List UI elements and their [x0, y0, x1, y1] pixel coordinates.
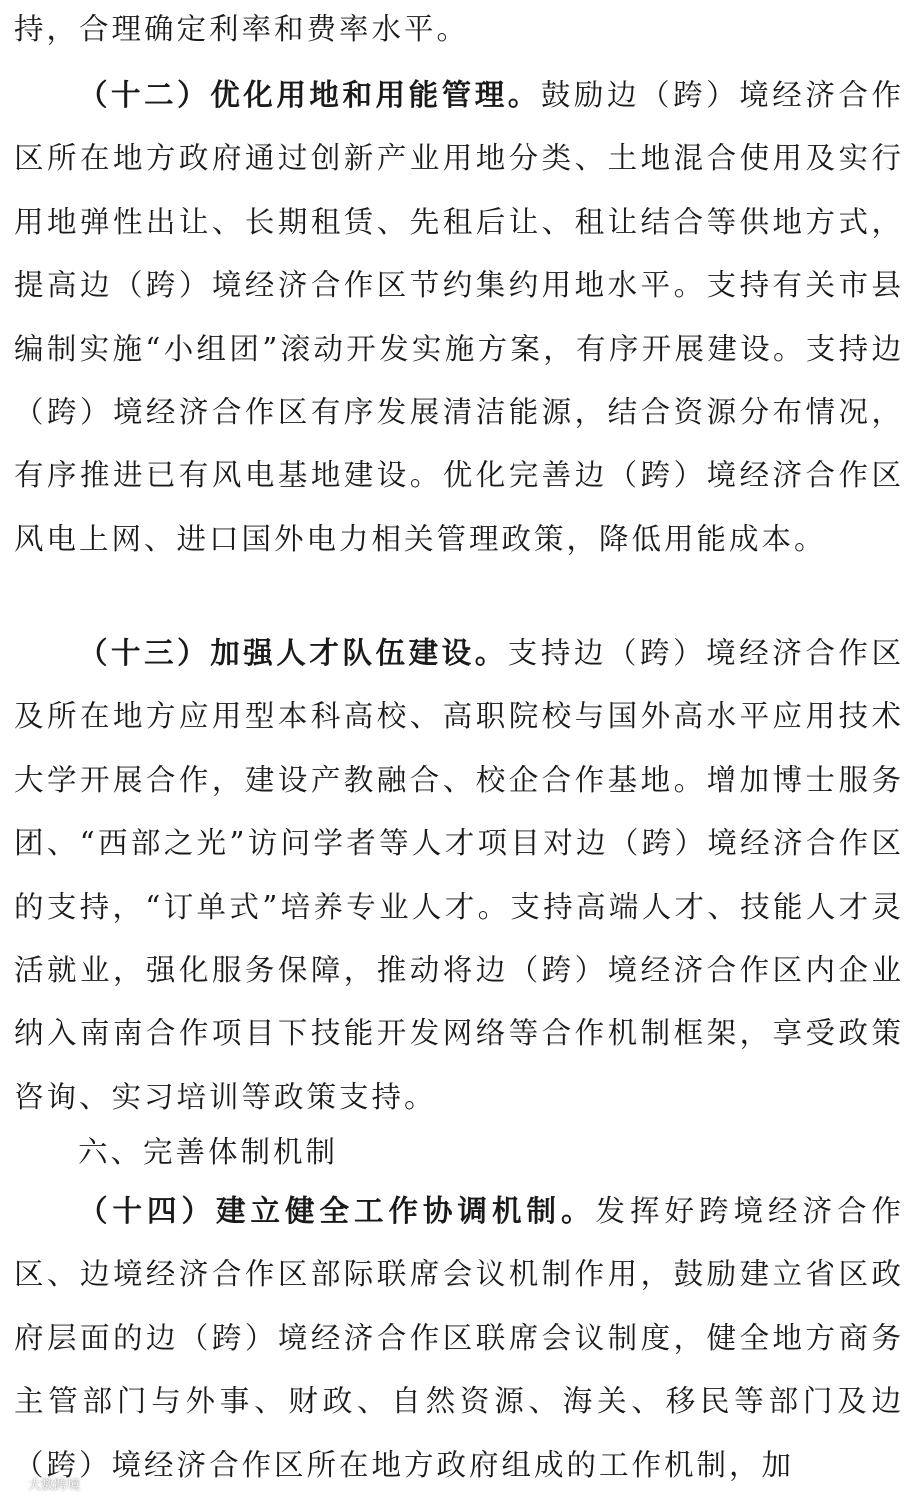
paragraph-lead: （十四）建立健全工作协调机制。: [78, 1194, 596, 1228]
paragraph-text: 持，合理确定利率和费率水平。: [14, 12, 470, 46]
paragraph-talent: [14, 622, 904, 1129]
paragraph-text: 鼓励边（跨）境经济合作区所在地方政府通过创新产业用地分类、土地混合使用及实行用地弹性出让、长期租赁、先租后让、租让结合等供地方式，提高边（跨）境经济合作区节约集约用地水平。支持有关市县编制实施“小组团”滚动开发实施方案，有序开展建设。支持边（跨）境经济合作区有序发展清洁能源，结合资源分布情况，有序推进已有风电基地建设。优化完善边（跨）境经济合作区风电上网、进口国外电力相关管理政策，降低用能成本。: [14, 78, 904, 556]
paragraph-continuation: [14, 0, 904, 61]
watermark: [6, 1474, 80, 1493]
weibo-eye-icon: [6, 1475, 24, 1493]
paragraph-land-energy: [14, 64, 904, 571]
watermark-text: 大数跨境: [28, 1478, 81, 1493]
paragraph-lead: （十二）优化用地和用能管理。: [78, 78, 541, 112]
paragraph-lead: （十三）加强人才队伍建设。: [78, 636, 508, 670]
section-heading: 六、完善体制机制: [78, 1135, 339, 1169]
paragraph-text: 发挥好跨境经济合作区、边境经济合作区部际联席会议机制作用，鼓励建立省区政府层面的边（跨）境经济合作区联席会议制度，健全地方商务主管部门与外事、财政、自然资源、海关、移民等部门及边（跨）境经济合作区所在地方政府组成的工作机制，加: [14, 1194, 904, 1482]
paragraph-text: 支持边（跨）境经济合作区及所在地方应用型本科高校、高职院校与国外高水平应用技术大学开展合作，建设产教融合、校企合作基地。增加博士服务团、“西部之光”访问学者等人才项目对边（跨）境经济合作区的支持，“订单式”培养专业人才。支持高端人才、技能人才灵活就业，强化服务保障，推动将边（跨）境经济合作区内企业纳入南南合作项目下技能开发网络等合作机制框架，享受政策咨询、实习培训等政策支持。: [14, 636, 904, 1114]
paragraph-coordination: [14, 1180, 904, 1497]
